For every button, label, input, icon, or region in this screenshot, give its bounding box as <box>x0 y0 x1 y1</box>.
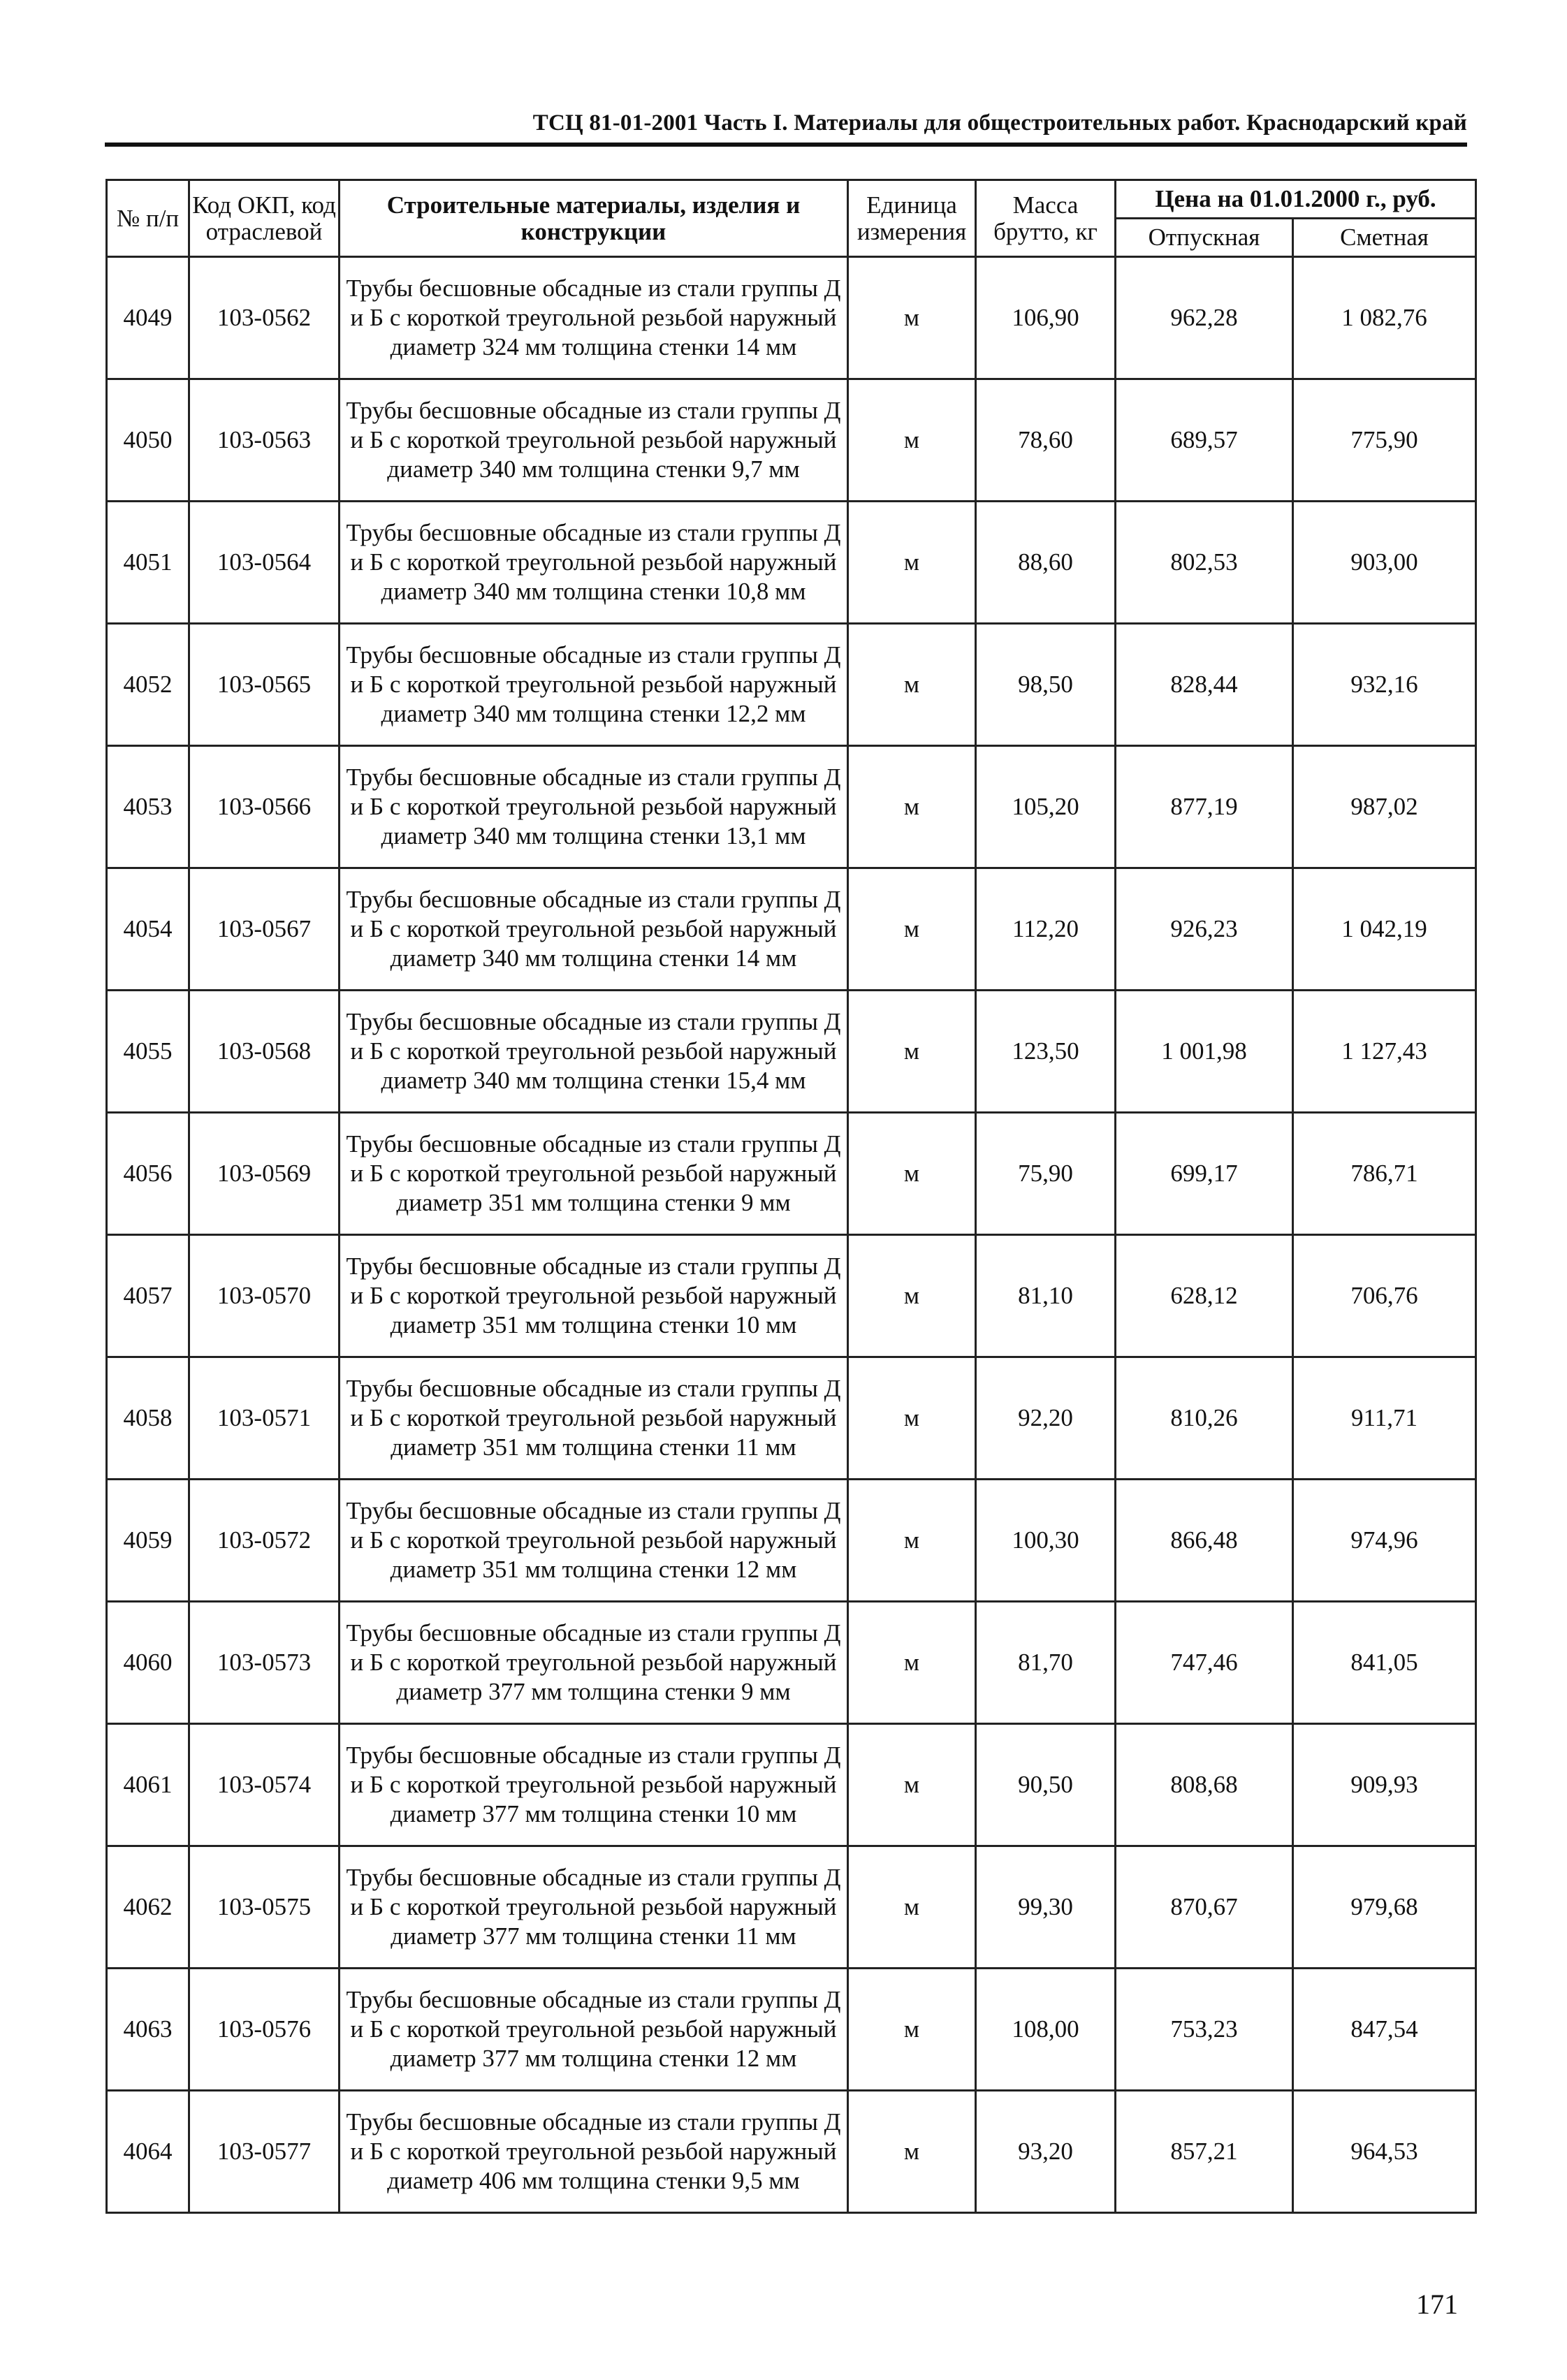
cell-price-release: 699,17 <box>1116 1113 1293 1235</box>
cell-name: Трубы бесшовные обсадные из стали группы Д и Б с короткой треугольной резьбой наружный диаметр 340 мм толщина стенки 12,2 мм <box>340 624 848 746</box>
cell-num: 4060 <box>107 1602 189 1724</box>
cell-name: Трубы бесшовные обсадные из стали группы Д и Б с короткой треугольной резьбой наружный диаметр 340 мм толщина стенки 15,4 мм <box>340 991 848 1113</box>
cell-unit: м <box>848 1113 976 1235</box>
cell-unit: м <box>848 257 976 379</box>
cell-price-estimate: 847,54 <box>1293 1969 1476 2091</box>
table-row <box>107 868 1476 991</box>
cell-mass: 112,20 <box>976 868 1116 991</box>
cell-code: 103-0572 <box>189 1480 340 1602</box>
cell-mass: 106,90 <box>976 257 1116 379</box>
cell-price-release: 877,19 <box>1116 746 1293 868</box>
cell-price-release: 866,48 <box>1116 1480 1293 1602</box>
cell-price-estimate: 841,05 <box>1293 1602 1476 1724</box>
cell-price-release: 926,23 <box>1116 868 1293 991</box>
cell-unit: м <box>848 1969 976 2091</box>
header-num: № п/п <box>107 180 189 257</box>
cell-unit: м <box>848 624 976 746</box>
cell-price-release: 828,44 <box>1116 624 1293 746</box>
cell-mass: 81,10 <box>976 1235 1116 1357</box>
cell-mass: 92,20 <box>976 1357 1116 1480</box>
cell-price-release: 810,26 <box>1116 1357 1293 1480</box>
table-row <box>107 502 1476 624</box>
cell-num: 4064 <box>107 2091 189 2213</box>
cell-mass: 81,70 <box>976 1602 1116 1724</box>
cell-price-release: 870,67 <box>1116 1846 1293 1969</box>
cell-unit: м <box>848 1846 976 1969</box>
cell-num: 4061 <box>107 1724 189 1846</box>
cell-price-estimate: 979,68 <box>1293 1846 1476 1969</box>
cell-num: 4051 <box>107 502 189 624</box>
cell-code: 103-0577 <box>189 2091 340 2213</box>
header-rule <box>105 143 1467 147</box>
header-price-release: Отпускная <box>1116 219 1293 257</box>
cell-name: Трубы бесшовные обсадные из стали группы Д и Б с короткой треугольной резьбой наружный диаметр 377 мм толщина стенки 11 мм <box>340 1846 848 1969</box>
cell-price-release: 753,23 <box>1116 1969 1293 2091</box>
header-mass: Масса брутто, кг <box>976 180 1116 257</box>
cell-num: 4057 <box>107 1235 189 1357</box>
cell-mass: 78,60 <box>976 379 1116 502</box>
cell-num: 4058 <box>107 1357 189 1480</box>
cell-price-estimate: 932,16 <box>1293 624 1476 746</box>
cell-price-estimate: 1 042,19 <box>1293 868 1476 991</box>
cell-code: 103-0564 <box>189 502 340 624</box>
cell-price-release: 962,28 <box>1116 257 1293 379</box>
cell-code: 103-0570 <box>189 1235 340 1357</box>
cell-price-release: 1 001,98 <box>1116 991 1293 1113</box>
running-header <box>105 110 1467 149</box>
table-row <box>107 1480 1476 1602</box>
cell-code: 103-0563 <box>189 379 340 502</box>
header-code: Код ОКП, код отраслевой <box>189 180 340 257</box>
cell-num: 4054 <box>107 868 189 991</box>
cell-price-release: 808,68 <box>1116 1724 1293 1846</box>
cell-code: 103-0573 <box>189 1602 340 1724</box>
cell-name: Трубы бесшовные обсадные из стали группы Д и Б с короткой треугольной резьбой наружный диаметр 351 мм толщина стенки 9 мм <box>340 1113 848 1235</box>
cell-price-estimate: 974,96 <box>1293 1480 1476 1602</box>
cell-name: Трубы бесшовные обсадные из стали группы Д и Б с короткой треугольной резьбой наружный диаметр 340 мм толщина стенки 14 мм <box>340 868 848 991</box>
cell-code: 103-0576 <box>189 1969 340 2091</box>
cell-price-estimate: 1 127,43 <box>1293 991 1476 1113</box>
cell-price-estimate: 903,00 <box>1293 502 1476 624</box>
cell-name: Трубы бесшовные обсадные из стали группы Д и Б с короткой треугольной резьбой наружный диаметр 324 мм толщина стенки 14 мм <box>340 257 848 379</box>
cell-name: Трубы бесшовные обсадные из стали группы Д и Б с короткой треугольной резьбой наружный диаметр 377 мм толщина стенки 12 мм <box>340 1969 848 2091</box>
materials-price-table <box>105 179 1477 2214</box>
table-row <box>107 1969 1476 2091</box>
table-body <box>107 257 1476 2213</box>
page-number: 171 <box>1416 2288 1458 2320</box>
cell-unit: м <box>848 1480 976 1602</box>
cell-name: Трубы бесшовные обсадные из стали группы Д и Б с короткой треугольной резьбой наружный диаметр 351 мм толщина стенки 12 мм <box>340 1480 848 1602</box>
cell-name: Трубы бесшовные обсадные из стали группы Д и Б с короткой треугольной резьбой наружный диаметр 377 мм толщина стенки 10 мм <box>340 1724 848 1846</box>
cell-mass: 98,50 <box>976 624 1116 746</box>
cell-code: 103-0565 <box>189 624 340 746</box>
cell-mass: 100,30 <box>976 1480 1116 1602</box>
cell-unit: м <box>848 1724 976 1846</box>
cell-mass: 75,90 <box>976 1113 1116 1235</box>
header-unit: Единица измерения <box>848 180 976 257</box>
header-price-group: Цена на 01.01.2000 г., руб. <box>1116 180 1476 219</box>
cell-num: 4055 <box>107 991 189 1113</box>
table-row <box>107 746 1476 868</box>
cell-unit: м <box>848 1235 976 1357</box>
cell-price-estimate: 964,53 <box>1293 2091 1476 2213</box>
cell-num: 4052 <box>107 624 189 746</box>
table-row <box>107 257 1476 379</box>
header-name: Строительные материалы, изделия и конструкции <box>340 180 848 257</box>
cell-name: Трубы бесшовные обсадные из стали группы Д и Б с короткой треугольной резьбой наружный диаметр 351 мм толщина стенки 11 мм <box>340 1357 848 1480</box>
cell-price-estimate: 706,76 <box>1293 1235 1476 1357</box>
cell-code: 103-0569 <box>189 1113 340 1235</box>
running-header-text: ТСЦ 81-01-2001 Часть I. Материалы для общестроительных работ. Краснодарский край <box>532 110 1467 136</box>
table-row <box>107 1724 1476 1846</box>
header-price-estimate: Сметная <box>1293 219 1476 257</box>
table-row <box>107 1113 1476 1235</box>
cell-price-estimate: 987,02 <box>1293 746 1476 868</box>
cell-name: Трубы бесшовные обсадные из стали группы Д и Б с короткой треугольной резьбой наружный диаметр 340 мм толщина стенки 9,7 мм <box>340 379 848 502</box>
cell-code: 103-0575 <box>189 1846 340 1969</box>
cell-price-estimate: 1 082,76 <box>1293 257 1476 379</box>
cell-num: 4062 <box>107 1846 189 1969</box>
cell-unit: м <box>848 2091 976 2213</box>
cell-num: 4050 <box>107 379 189 502</box>
cell-unit: м <box>848 991 976 1113</box>
cell-mass: 93,20 <box>976 2091 1116 2213</box>
table-row <box>107 2091 1476 2213</box>
cell-unit: м <box>848 1357 976 1480</box>
cell-num: 4053 <box>107 746 189 868</box>
cell-code: 103-0574 <box>189 1724 340 1846</box>
cell-unit: м <box>848 746 976 868</box>
cell-mass: 123,50 <box>976 991 1116 1113</box>
cell-code: 103-0571 <box>189 1357 340 1480</box>
table-row <box>107 1602 1476 1724</box>
cell-code: 103-0566 <box>189 746 340 868</box>
table-row <box>107 379 1476 502</box>
cell-price-estimate: 775,90 <box>1293 379 1476 502</box>
table-row <box>107 1357 1476 1480</box>
cell-name: Трубы бесшовные обсадные из стали группы Д и Б с короткой треугольной резьбой наружный диаметр 377 мм толщина стенки 9 мм <box>340 1602 848 1724</box>
table-row <box>107 624 1476 746</box>
cell-num: 4059 <box>107 1480 189 1602</box>
table-row <box>107 1846 1476 1969</box>
cell-name: Трубы бесшовные обсадные из стали группы Д и Б с короткой треугольной резьбой наружный диаметр 351 мм толщина стенки 10 мм <box>340 1235 848 1357</box>
cell-price-release: 802,53 <box>1116 502 1293 624</box>
cell-unit: м <box>848 1602 976 1724</box>
cell-unit: м <box>848 502 976 624</box>
table-row <box>107 1235 1476 1357</box>
cell-name: Трубы бесшовные обсадные из стали группы Д и Б с короткой треугольной резьбой наружный диаметр 406 мм толщина стенки 9,5 мм <box>340 2091 848 2213</box>
cell-mass: 108,00 <box>976 1969 1116 2091</box>
cell-name: Трубы бесшовные обсадные из стали группы Д и Б с короткой треугольной резьбой наружный диаметр 340 мм толщина стенки 10,8 мм <box>340 502 848 624</box>
cell-price-release: 857,21 <box>1116 2091 1293 2213</box>
cell-num: 4049 <box>107 257 189 379</box>
cell-mass: 105,20 <box>976 746 1116 868</box>
cell-price-release: 628,12 <box>1116 1235 1293 1357</box>
cell-num: 4063 <box>107 1969 189 2091</box>
cell-price-estimate: 786,71 <box>1293 1113 1476 1235</box>
cell-num: 4056 <box>107 1113 189 1235</box>
cell-price-estimate: 911,71 <box>1293 1357 1476 1480</box>
table-row <box>107 991 1476 1113</box>
cell-mass: 88,60 <box>976 502 1116 624</box>
cell-code: 103-0567 <box>189 868 340 991</box>
cell-name: Трубы бесшовные обсадные из стали группы Д и Б с короткой треугольной резьбой наружный диаметр 340 мм толщина стенки 13,1 мм <box>340 746 848 868</box>
cell-unit: м <box>848 868 976 991</box>
cell-price-estimate: 909,93 <box>1293 1724 1476 1846</box>
cell-mass: 99,30 <box>976 1846 1116 1969</box>
cell-price-release: 689,57 <box>1116 379 1293 502</box>
cell-mass: 90,50 <box>976 1724 1116 1846</box>
cell-code: 103-0562 <box>189 257 340 379</box>
cell-code: 103-0568 <box>189 991 340 1113</box>
cell-unit: м <box>848 379 976 502</box>
cell-price-release: 747,46 <box>1116 1602 1293 1724</box>
